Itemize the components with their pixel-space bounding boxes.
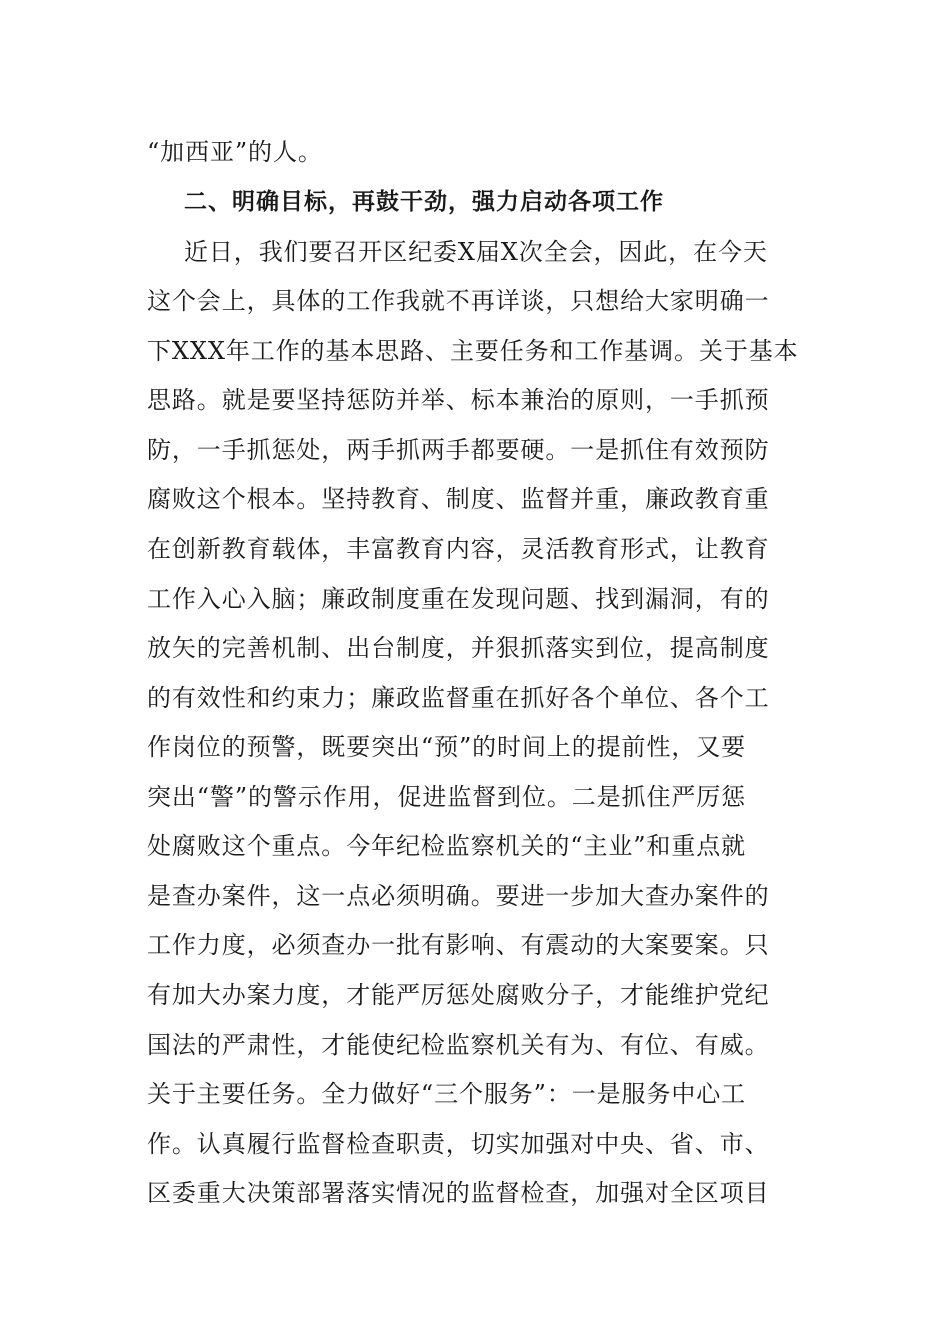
paragraph-line: 防，一手抓惩处，两手抓两手都要硬。一是抓住有效预防 [147, 436, 770, 464]
paragraph-line: 有加大办案力度，才能严厉惩处腐败分子，才能维护党纪 [147, 981, 770, 1009]
paragraph-line: 处腐败这个重点。今年纪检监察机关的“主业”和重点就 [147, 832, 747, 860]
paragraph-line: 在创新教育载体，丰富教育内容，灵活教育形式，让教育 [147, 535, 770, 563]
paragraph-line: 是查办案件，这一点必须明确。要进一步加大查办案件的 [147, 882, 770, 910]
paragraph-line: 关于主要任务。全力做好“三个服务”：一是服务中心工 [147, 1080, 747, 1108]
paragraph-line: 放矢的完善机制、出台制度，并狠抓落实到位，提高制度 [147, 634, 770, 662]
paragraph-line: 的有效性和约束力；廉政监督重在抓好各个单位、各个工 [147, 684, 770, 712]
paragraph-line: 这个会上，具体的工作我就不再详谈，只想给大家明确一 [147, 287, 770, 315]
paragraph-line: 突出“警”的警示作用，促进监督到位。二是抓住严厉惩 [147, 783, 747, 811]
paragraph-line: 腐败这个根本。坚持教育、制度、监督并重，廉政教育重 [147, 485, 770, 513]
paragraph-line: 思路。就是要坚持惩防并举、标本兼治的原则，一手抓预 [147, 386, 770, 414]
paragraph-line: 下XXX年工作的基本思路、主要任务和工作基调。关于基本 [147, 337, 799, 365]
paragraph-line: 国法的严肃性，才能使纪检监察机关有为、有位、有威。 [147, 1031, 770, 1059]
paragraph-line: 区委重大决策部署落实情况的监督检查，加强对全区项目 [147, 1179, 770, 1207]
paragraph-line: 工作入心入脑；廉政制度重在发现问题、找到漏洞，有的 [147, 585, 770, 613]
paragraph-line: 近日，我们要召开区纪委X届X次全会，因此，在今天 [184, 238, 768, 266]
paragraph-line: 作岗位的预警，既要突出“预”的时间上的提前性，又要 [147, 733, 747, 761]
paragraph-line: “加西亚”的人。 [147, 138, 323, 166]
section-heading: 二、明确目标，再鼓干劲，强力启动各项工作 [184, 189, 664, 215]
paragraph-line: 作。认真履行监督检查职责，切实加强对中央、省、市、 [147, 1130, 770, 1158]
paragraph-line: 工作力度，必须查办一批有影响、有震动的大案要案。只 [147, 931, 770, 959]
